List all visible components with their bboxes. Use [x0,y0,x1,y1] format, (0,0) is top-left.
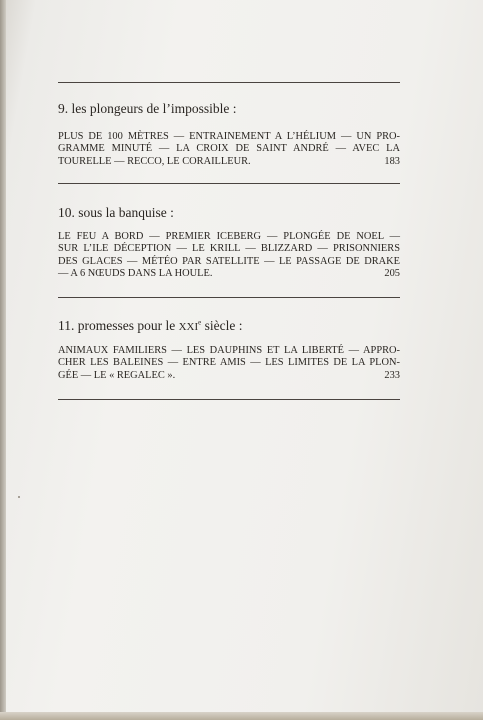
summary-line: LE FEU A BORD — PREMIER ICEBERG — PLONGÉE DE NOEL — [58,231,400,242]
paper-speck [18,496,20,498]
chapter-10-summary [58,231,400,280]
century-superscript: e [198,318,202,327]
chapter-9-summary [58,131,400,168]
page-number: 183 [384,155,400,167]
summary-line: DES GLACES — MÉTÉO PAR SATELLITE — LE PASSAGE DE DRAKE [58,255,400,267]
summary-last-line [58,268,400,280]
summary-line-text: GÉE — LE « REGALEC ». [58,369,176,381]
summary-line-text: TOURELLE — RECCO, LE CORAILLEUR. [58,155,251,167]
chapter-11-summary [58,345,400,382]
page-gutter [0,0,6,720]
page-number: 233 [384,369,400,381]
summary-line: PLUS DE 100 MÈTRES — ENTRAINEMENT A L’HÉLIUM — UN PRO- [58,131,400,142]
chapter-9-title: 9. les plongeurs de l’impossible : [58,101,237,116]
divider-rule [58,183,400,184]
chapter-title-text: 11. promesses pour le [58,318,179,333]
summary-line-text: — A 6 NŒUDS DANS LA HOULE. [58,267,213,279]
chapter-10-title: 10. sous la banquise : [58,205,174,220]
divider-rule [58,82,400,83]
divider-rule [58,399,400,400]
page-bottom-edge [0,712,483,720]
summary-last-line [58,156,400,168]
century-numeral: XXI [178,321,199,333]
chapter-title-text: siècle : [201,318,243,333]
summary-line: GRAMME MINUTÉ — LA CROIX DE SAINT ANDRÉ — AVEC LA [58,143,400,155]
summary-line: CHER LES BALEINES — ENTRE AMIS — LES LIMITES DE LA PLON- [58,357,400,369]
summary-line: SUR L’ILE DÉCEPTION — LE KRILL — BLIZZARD — PRISONNIERS [58,243,400,255]
page-number: 205 [384,267,400,279]
chapter-11-title [58,318,400,335]
divider-rule [58,297,400,298]
summary-line: ANIMAUX FAMILIERS — LES DAUPHINS ET LA LIBERTÉ — APPRO- [58,345,400,356]
summary-last-line [58,370,400,382]
